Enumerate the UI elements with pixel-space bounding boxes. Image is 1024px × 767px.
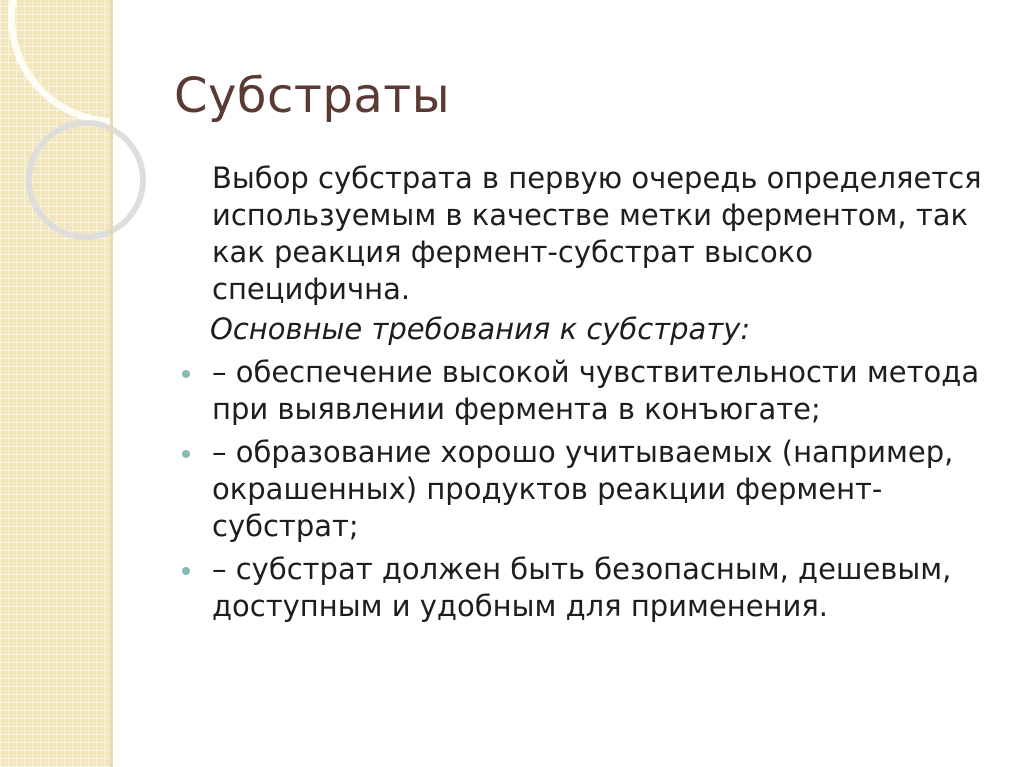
side-divider: [110, 0, 113, 767]
decorative-ring: [26, 120, 146, 240]
intro-paragraph: Выбор субстрата в первую очередь определяется используемым в качестве метки ферментом, так как реакция фермент-субстрат высоко специфична.: [212, 161, 982, 306]
bullet-icon: [182, 370, 190, 378]
requirements-heading: Основные требования к субстрату:: [210, 312, 751, 346]
bullet-text: – обеспечение высокой чувствительности метода при выявлении фермента в конъюгате;: [212, 355, 980, 426]
slide-title: Субстраты: [174, 68, 451, 124]
bullet-icon: [182, 567, 190, 575]
bullet-text: – образование хорошо учитываемых (например, окрашенных) продуктов реакции фермент-субстрат;: [212, 435, 954, 543]
slide-body: [182, 160, 1002, 625]
bullet-icon: [182, 450, 190, 458]
bullet-text: – субстрат должен быть безопасным, дешевым, доступным и удобным для применения.: [212, 552, 952, 623]
bullet-item: [182, 354, 1002, 428]
bullet-item: [182, 434, 1002, 545]
bullet-item: [182, 551, 1002, 625]
